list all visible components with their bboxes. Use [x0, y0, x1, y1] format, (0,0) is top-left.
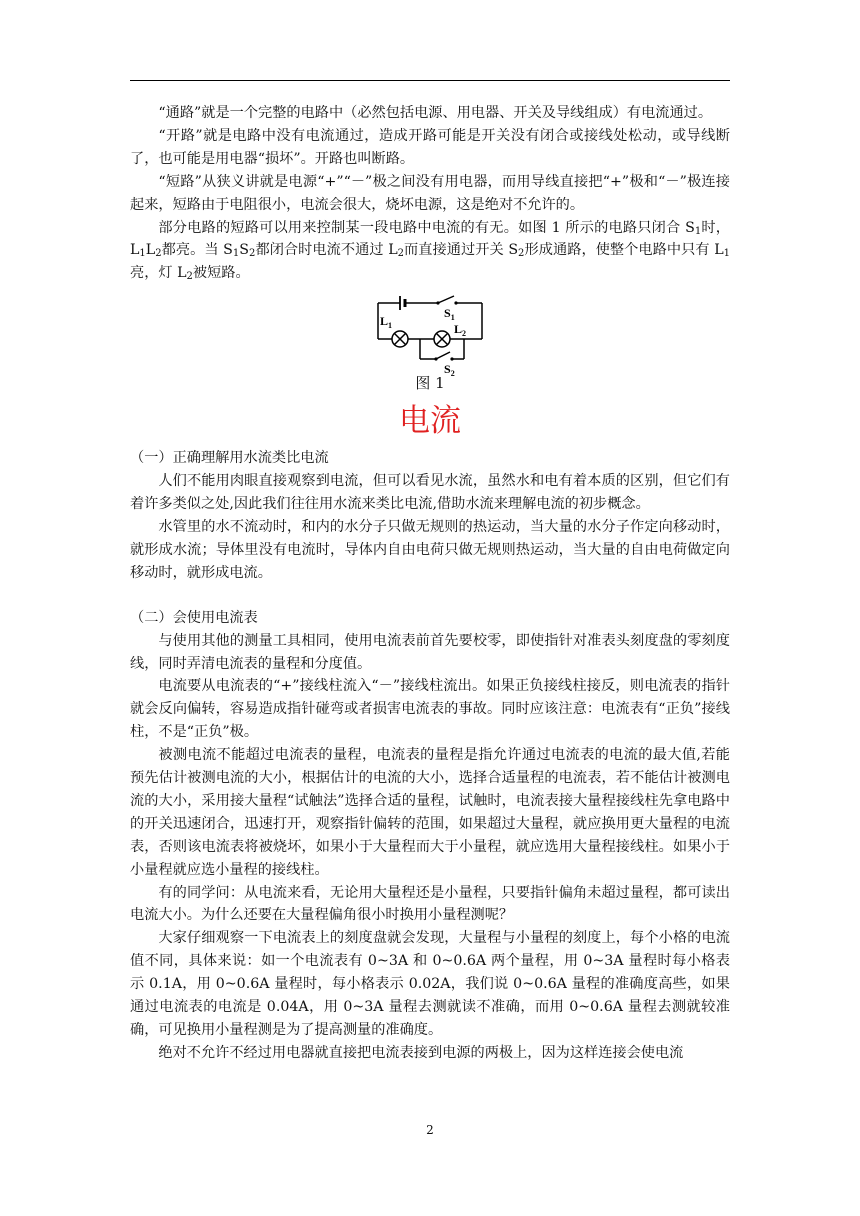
spacer	[130, 585, 730, 607]
label-s1: $S_1$	[444, 306, 455, 323]
subscript: 2	[155, 248, 162, 260]
paragraph-precision: 大家仔细观察一下电流表上的刻度盘就会发现，大量程与小量程的刻度上，每个小格的电流值不同，具体来说：如一个电流表有 0~3A 和 0~0.6A 两个量程，用 0~3A 量程时每小格表示 0.1A，用 0~0.6A 量程时，每小格表示 0.02A，我们说 0~0.6A 量程的准确度高些，如果通过电流表的电流是 0.04A，用 0~3A 量程去测就读不准确，而用 0~0.6A 量程去测就较准确，可见换用小量程测是为了提高测量的准确度。	[130, 930, 730, 1038]
circuit-diagram	[370, 293, 490, 379]
label-l1: $L_1$	[380, 314, 393, 331]
switch-s1-contact	[454, 302, 457, 305]
subscript: 1	[694, 225, 702, 237]
text-run: 形成通路，使整个电路中只有 L	[524, 242, 724, 259]
paragraph-water-flow: 水管里的水不流动时，和内的水分子只做无规则的热运动，当大量的水分子作定向移动时，就形成水流；导体里没有电流时，导体内自由电荷只做无规则热运动，当大量的自由电荷做定向移动时，就形成电流。	[130, 518, 730, 581]
subsection-heading-2: （二）会使用电流表	[130, 609, 258, 626]
subscript: 1	[139, 248, 146, 260]
header-rule	[130, 80, 730, 81]
page-number: 2	[426, 1123, 434, 1137]
text-run: 而直接通过开关 S	[404, 242, 519, 259]
paragraph-closed-circuit: “通路”就是一个完整的电路中（必然包括电源、用电器、开关及导线组成）有电流通过。	[158, 105, 713, 121]
text-run: 亮，灯 L	[130, 265, 187, 282]
text-run: L	[145, 242, 156, 259]
text-run: 被短路。	[192, 265, 250, 282]
switch-s2-blade	[436, 352, 450, 359]
text-run: 都亮。当 S	[161, 242, 233, 259]
paragraph-partial-short	[130, 217, 730, 286]
subscript: 2	[186, 271, 193, 283]
switch-s1-blade	[438, 296, 454, 303]
paragraph-question: 有的同学问：从电流来看，无论用大量程还是小量程，只要指针偏角未超过量程，都可读出电流大小。为什么还要在大量程偏角很小时换用小量程测呢？	[130, 884, 730, 924]
paragraph-warning: 绝对不允许不经过用电器就直接把电流表接到电源的两极上，因为这样连接会使电流	[158, 1044, 684, 1061]
paragraph-zeroing: 与使用其他的测量工具相同，使用电流表前首先要校零，即使指针对准表头刻度盘的零刻度线，同时弄清电流表的量程和分度值。	[130, 632, 730, 672]
label-s2: $S_2$	[444, 362, 455, 379]
subscript: 1	[232, 248, 240, 260]
paragraph-range: 被测电流不能超过电流表的量程，电流表的量程是指允许通过电流表的电流的最大值,若能预先估计被测电流的大小，根据估计的电流的大小，选择合适量程的电流表，若不能估计被测电流的大小，采用接大量程“试触法”选择合适的量程，试触时，电流表接大量程接线柱先拿电路中的开关迅速闭合，迅速打开，观察指针偏转的范围，如果超过大量程，就应换用更大量程的电流表，否则该电流表将被烧坏，如果小于大量程而大于小量程，就应选用大量程接线柱。如果小于小量程就应选小量程的接线柱。	[130, 747, 730, 878]
subscript: 2	[249, 248, 256, 260]
label-l2: $L_2$	[454, 322, 467, 339]
paragraph-water-analogy: 人们不能用肉眼直接观察到电流，但可以看见水流，虽然水和电有着本质的区别，但它们有着许多类似之处,因此我们往往用水流来类比电流,借助水流来理解电流的初步概念。	[130, 473, 730, 513]
subscript: 1	[723, 248, 730, 260]
text-run: 都闭合时电流不通过 L	[255, 242, 398, 259]
figure-caption: 图 1	[415, 374, 445, 393]
subscript: 2	[397, 248, 404, 260]
subscript: 2	[518, 248, 525, 260]
paragraph-short-circuit: “短路”从狭义讲就是电源“+”“－”极之间没有用电器，而用导线直接把“+”极和“－”极连接起来，短路由于电阻很小，电流会很大，烧坏电源，这是绝对不允许的。	[130, 173, 730, 213]
text-run: S	[239, 242, 250, 259]
subsection-heading-1: （一）正确理解用水流类比电流	[130, 450, 329, 467]
text-run: 部分电路的短路可以用来控制某一段电路中电流的有无。如图 1 所示的电路只闭合 S	[158, 219, 695, 236]
switch-s1-pivot	[436, 302, 439, 305]
section-title: 电流	[399, 403, 461, 440]
paragraph-open-circuit: “开路”就是电路中没有电流通过，造成开路可能是开关没有闭合或接线处松动，或导线断了，也可能是用电器“损坏”。开路也叫断路。	[130, 127, 730, 167]
figure-1	[130, 293, 730, 393]
text-run: 时，L	[130, 219, 730, 259]
paragraph-terminals: 电流要从电流表的“+”接线柱流入“－”接线柱流出。如果正负接线柱接反，则电流表的指针就会反向偏转，容易造成指针碰弯或者损害电流表的事故。同时应该注意：电流表有“正负”接线柱，不是“正负”极。	[130, 678, 730, 741]
switch-s2-contact	[450, 358, 453, 361]
switch-s2-pivot	[434, 358, 437, 361]
document-body	[130, 102, 730, 1065]
